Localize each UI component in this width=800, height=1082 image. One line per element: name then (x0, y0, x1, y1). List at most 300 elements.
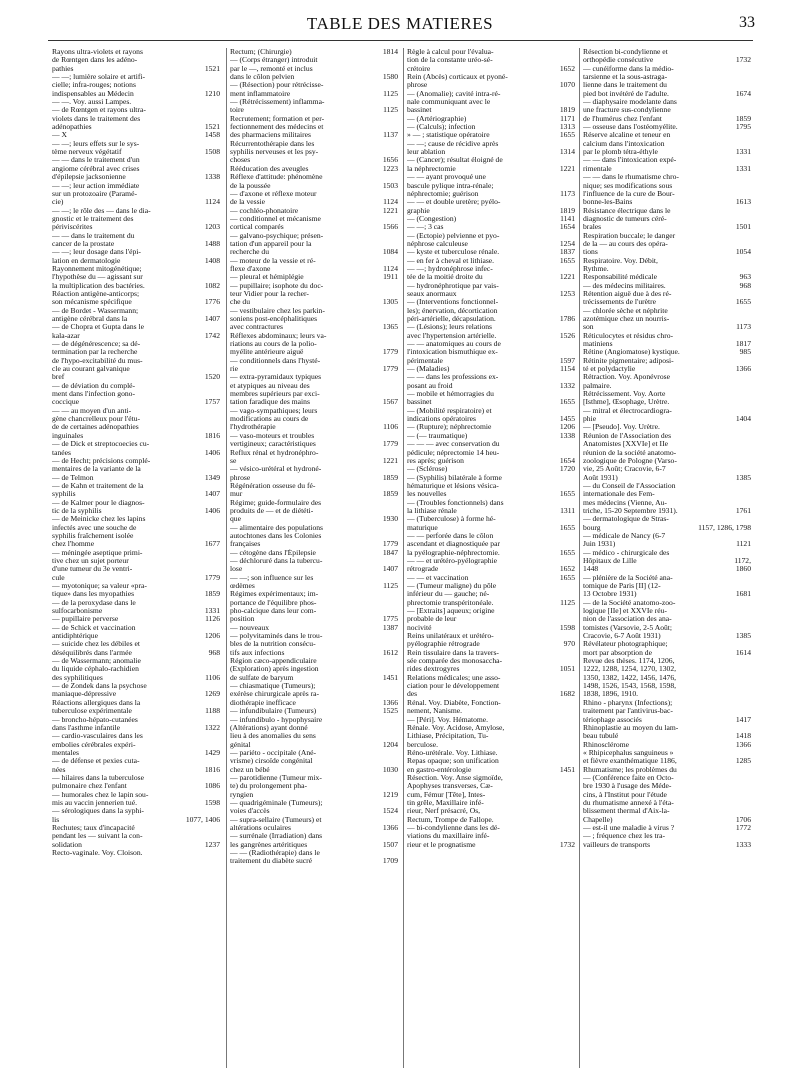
entry-text: ment inflammatoire (230, 89, 291, 98)
entry-page: 1331 (735, 147, 751, 157)
index-entry (230, 357, 398, 365)
entry-text: teur Vidier pour la recher- (230, 289, 309, 298)
entry-text: produits de — et de diététi- (230, 506, 314, 515)
index-entry (583, 440, 751, 448)
index-entry (52, 791, 220, 799)
entry-text: — conditionnel et mécanisme (230, 214, 321, 223)
entry-text: membres supérieurs par exci- (230, 390, 320, 399)
index-entry (407, 440, 575, 448)
entry-text: Rétraction. Voy. Aponévrose (583, 373, 670, 382)
index-entry (52, 81, 220, 89)
entry-text: pendant les — suivant la con- (52, 832, 143, 841)
index-entry (583, 140, 751, 148)
entry-text: tifs aux infections (230, 648, 285, 657)
index-entry (583, 707, 751, 715)
entry-text: de l'humérus chez l'enfant (583, 114, 662, 123)
entry-text: te) du prolongement pha- (230, 782, 307, 791)
entry-text: — pleural et hémiplégie (230, 273, 304, 282)
index-entry (583, 632, 751, 640)
entry-page: 1837 (559, 247, 575, 257)
entry-text: Résection bi-condylienne et (583, 48, 668, 56)
index-entry (407, 423, 575, 431)
index-entry (583, 407, 751, 415)
index-entry (230, 273, 398, 281)
entry-text: indispensables au Médecin (52, 89, 134, 98)
entry-text: diothérapie inefficace (230, 698, 296, 707)
entry-text: tuberculose expérimentale (52, 707, 132, 716)
entry-text: par le plomb tétra-éthyle (583, 148, 658, 157)
entry-text: Reflux rénal et hydronéphro- (230, 448, 319, 457)
entry-text: — déchloruré dans la tubercu- (230, 556, 323, 565)
entry-page: 1682 (559, 689, 575, 699)
entry-text: solidation (52, 840, 82, 849)
entry-text: adénopathies (52, 123, 92, 132)
entry-text: par le —, remonté et inclus (230, 64, 313, 73)
entry-text: internationale des Fem- (583, 490, 655, 499)
entry-text: zoologique de Pologne (Varso- (583, 456, 677, 465)
entry-page: 1086 (204, 781, 220, 791)
entry-text: déséquilibrés dans l'armée (52, 648, 132, 657)
index-entry (407, 732, 575, 740)
entry-text: syphilis (52, 490, 76, 499)
entry-page: 1338 (559, 430, 575, 440)
entry-page: 1681 (735, 589, 751, 599)
entry-text: gène chancrelleux pour l'étu- (52, 415, 141, 424)
index-entry (407, 240, 575, 248)
entry-text: portance de l'équilibre phos- (230, 598, 317, 607)
index-entry (407, 766, 575, 774)
entry-page: 1406 (204, 505, 220, 515)
entry-page: 1612 (382, 647, 398, 657)
entry-text: exérèse chirurgicale après ra- (230, 690, 320, 699)
index-entry (52, 690, 220, 698)
index-entry (407, 365, 575, 373)
entry-text: maniaque-dépressive (52, 690, 117, 699)
index-entry (52, 432, 220, 440)
index-entry (230, 474, 398, 482)
index-entry (407, 716, 575, 724)
index-column-1 (52, 48, 220, 857)
index-column-4 (583, 48, 751, 849)
entry-text: des (407, 690, 418, 699)
entry-text: viations du maxillaire infé- (407, 832, 490, 841)
entry-text: — polyvitaminés dans le trou- (230, 632, 323, 641)
index-entry (52, 615, 220, 623)
entry-text: seaux anormaux (407, 289, 457, 298)
index-entry (52, 524, 220, 532)
entry-text: triche, 15-20 Septembre 1931). (583, 506, 678, 515)
entry-page: 1124 (383, 263, 398, 273)
entry-text: 1838, 1896, 1910. (583, 690, 639, 699)
entry-text: de sulfate de baryum (230, 673, 294, 682)
index-entry (407, 807, 575, 815)
index-entry (407, 682, 575, 690)
entry-text: Révélateur photographique; (583, 640, 668, 649)
index-entry (230, 732, 398, 740)
index-entry (583, 582, 751, 590)
index-entry (52, 190, 220, 198)
entry-text: — (Mobilité respiratoire) et (407, 406, 492, 415)
index-entry (407, 841, 575, 849)
index-entry (407, 232, 575, 240)
index-entry (230, 298, 398, 306)
entry-text: des pharmaciens militaires (230, 131, 311, 140)
entry-text: — ; fréquence chez les tra- (583, 832, 666, 841)
entry-text: termination par la recherche (52, 348, 138, 357)
entry-text: recherche du (230, 248, 269, 257)
index-entry (407, 398, 575, 406)
entry-text: — vaso-moteurs et troubles (230, 431, 315, 440)
entry-text: voies d'accès (230, 807, 270, 816)
entry-text: myélite antérieure aiguë (230, 348, 304, 357)
index-entry (407, 215, 575, 223)
entry-text: — chiasmatique (Tumeurs); (230, 682, 316, 691)
entry-page: 1206 (559, 422, 575, 432)
entry-page: 1819 (559, 105, 575, 115)
index-entry (407, 298, 575, 306)
entry-text: d'épilepsie jacksonienne (52, 173, 126, 182)
index-entry (230, 440, 398, 448)
entry-page: 1597 (559, 355, 575, 365)
index-entry (407, 657, 575, 665)
entry-text: flexe d'axone (230, 264, 271, 273)
index-entry (230, 607, 398, 615)
entry-text: 13 Octobre 1931) (583, 590, 637, 599)
index-entry (52, 173, 220, 181)
entry-text: Réaction antigène-anticorps; (52, 289, 140, 298)
entry-text: — médico - chirurgicale des (583, 548, 670, 557)
column-divider (403, 48, 404, 1068)
entry-page: 1124 (383, 197, 398, 207)
index-entry (583, 282, 751, 290)
entry-text: l'influence de la cure de Bour- (583, 189, 675, 198)
index-entry (52, 474, 220, 482)
index-entry (230, 774, 398, 782)
entry-text: son (583, 323, 594, 332)
index-entry (52, 732, 220, 740)
entry-text: Juin 1931) (583, 540, 616, 549)
entry-text: modifications au cours de (230, 415, 309, 424)
index-entry (583, 724, 751, 732)
entry-text: ascendant et diagnostiquée par (407, 540, 500, 549)
index-entry (407, 148, 575, 156)
index-entry (583, 373, 751, 381)
entry-page: 1521 (204, 122, 220, 132)
entry-text: sée comparée des monosaccha- (407, 657, 503, 666)
index-entry (583, 298, 751, 306)
index-entry (230, 682, 398, 690)
entry-text: phrose (407, 81, 428, 90)
entry-text: Rhumatisme; les problèmes du (583, 765, 677, 774)
entry-text: — (Artériographie) (407, 114, 467, 123)
entry-text: — de dégénérescence; sa dé- (52, 340, 141, 349)
index-entry (230, 507, 398, 515)
entry-text: Repas opaque; son unification (407, 757, 499, 766)
index-entry (407, 699, 575, 707)
entry-text: vertigineux; caractéristiques (230, 440, 316, 449)
entry-text: — surrénale (Irradiation) dans (230, 832, 323, 841)
entry-text: — pupillaire; isophote du doc- (230, 281, 324, 290)
entry-text: Rein (Abcès) corticaux et pyoné- (407, 73, 508, 82)
entry-page: 1332 (559, 380, 575, 390)
index-entry (230, 749, 398, 757)
index-entry (583, 315, 751, 323)
entry-page: 1333 (735, 839, 751, 849)
index-entry (52, 674, 220, 682)
column-divider (579, 48, 580, 1068)
index-entry (407, 307, 575, 315)
entry-page: 1210 (204, 88, 220, 98)
index-entry (583, 799, 751, 807)
index-entry (230, 315, 398, 323)
index-entry (407, 824, 575, 832)
entry-text: Reins unilatéraux et urétéro- (407, 632, 494, 641)
entry-page: 1526 (559, 330, 575, 340)
entry-text: que (230, 515, 241, 524)
entry-text: brales (583, 223, 602, 232)
entry-page: 1106 (205, 672, 220, 682)
index-entry (52, 699, 220, 707)
entry-text: — (Cancer); résultat éloigné de (407, 156, 503, 165)
index-entry (583, 649, 751, 657)
entry-text: — broncho-hépato-cutanées (52, 715, 138, 724)
entry-text: Rein tissulaire dans la travers- (407, 648, 499, 657)
entry-text: — kyste et tuberculose rénale. (407, 248, 500, 257)
index-entry (52, 273, 220, 281)
entry-page: 1054 (735, 247, 751, 257)
entry-page: 1847 (382, 547, 398, 557)
entry-page: 1860 (735, 564, 751, 574)
index-entry (52, 465, 220, 473)
entry-text: dans le côlon pelvien (230, 73, 295, 82)
index-entry (230, 131, 398, 139)
index-entry (52, 156, 220, 164)
entry-text: hématurique et lésions vésica- (407, 481, 499, 490)
index-entry (230, 115, 398, 123)
index-entry (583, 640, 751, 648)
index-entry (230, 791, 398, 799)
index-entry (583, 65, 751, 73)
entry-page: 1141 (560, 213, 575, 223)
entry-page: 1521 (204, 63, 220, 73)
index-entry (230, 140, 398, 148)
index-entry (52, 849, 220, 857)
entry-text: choses (230, 156, 251, 165)
index-entry (407, 106, 575, 114)
entry-page: 1654 (559, 455, 575, 465)
entry-text: l'intoxication bismuthique ex- (407, 348, 498, 357)
entry-text: blissement thermal d'Aix-la- (583, 807, 670, 816)
entry-text: gnostic et le traitement des (52, 214, 134, 223)
entry-page: 1732 (559, 839, 575, 849)
index-entry (407, 190, 575, 198)
entry-text: — bi-condylienne dans les dé- (407, 823, 500, 832)
index-entry (52, 373, 220, 381)
index-entry (583, 98, 751, 106)
entry-text: — (Résection) pour rétrécisse- (230, 81, 324, 90)
index-entry (407, 182, 575, 190)
index-entry (583, 265, 751, 273)
entry-page: 1407 (382, 564, 398, 574)
entry-text: Réflexe d'attitude: phénomène (230, 173, 323, 182)
entry-text: françaises (230, 540, 261, 549)
entry-text: — — ayant provoqué une (407, 173, 486, 182)
index-entry (407, 582, 575, 590)
entry-text: Rythme. (583, 264, 609, 273)
index-entry (52, 657, 220, 665)
entry-page: 1221 (559, 163, 575, 173)
entry-text: — humorales chez le lapin sou- (52, 790, 149, 799)
index-entry (230, 407, 398, 415)
index-entry (230, 632, 398, 640)
index-entry (230, 841, 398, 849)
index-entry (230, 757, 398, 765)
entry-text: — — — avec conservation du (407, 440, 500, 449)
index-entry (230, 832, 398, 840)
entry-text: calcium dans l'intoxication (583, 139, 665, 148)
entry-text: — —; leur dosage dans l'épi- (52, 248, 141, 257)
index-entry (407, 65, 575, 73)
entry-page: 1221 (382, 205, 398, 215)
index-entry (407, 48, 575, 56)
index-entry (230, 173, 398, 181)
index-entry (407, 782, 575, 790)
entry-text: vie, 25 Août; Cracovie, 6-7 (583, 465, 666, 474)
entry-page: 1137 (383, 130, 398, 140)
index-entry (583, 148, 751, 156)
entry-text: pyélographie rétrograde (407, 640, 480, 649)
index-entry (230, 699, 398, 707)
entry-text: Réflexes abdominaux; leurs va- (230, 331, 327, 340)
entry-text: probable de leur (407, 615, 457, 624)
entry-text: cancer de la prostate (52, 239, 115, 248)
entry-text: nion de l'association des ana- (583, 615, 672, 624)
entry-text: génital (230, 740, 251, 749)
entry-text: Recrutement; formation et per- (230, 114, 325, 123)
entry-text: — — anatomiques au cours de (407, 340, 501, 349)
entry-text: l'hypothèse du — agissant sur (52, 273, 143, 282)
index-entry (230, 782, 398, 790)
index-entry (230, 257, 398, 265)
index-entry (230, 582, 398, 590)
index-entry (407, 415, 575, 423)
index-entry (407, 73, 575, 81)
index-entry (407, 749, 575, 757)
index-entry (230, 807, 398, 815)
entry-text: Rayons ultra-violets et rayons (52, 48, 143, 56)
entry-text: Réticulocytes et résidus chro- (583, 331, 674, 340)
index-entry (230, 615, 398, 623)
entry-page: 1406 (204, 447, 220, 457)
index-entry (52, 390, 220, 398)
index-entry (407, 357, 575, 365)
entry-text: de la poussée (230, 181, 271, 190)
entry-page: 1366 (735, 364, 751, 374)
entry-text: » — ; statistique opératoire (407, 131, 490, 140)
entry-text: — hydronéphrotique par vais- (407, 281, 499, 290)
entry-text: cum, Fémur [Tête], Intes- (407, 790, 486, 799)
entry-text: pied bot invétéré de l'adulte. (583, 89, 669, 98)
entry-page: 1598 (204, 797, 220, 807)
entry-text: d'une tumeur du 3e ventri- (52, 565, 133, 574)
index-entry (407, 724, 575, 732)
entry-page: 970 (563, 639, 575, 649)
entry-page: 1706 (735, 814, 751, 824)
index-entry (230, 165, 398, 173)
entry-text: — (Calculs); infection (407, 123, 476, 132)
entry-text: Région cæco-appendiculaire (230, 657, 317, 666)
entry-text: Lithiase, Précipitation, Tu- (407, 732, 489, 741)
entry-text: trécissements de l'urètre (583, 298, 657, 307)
index-entry (52, 90, 220, 98)
index-entry (52, 248, 220, 256)
entry-text: pho-calcique dans leur com- (230, 607, 317, 616)
index-entry (52, 265, 220, 273)
index-entry (407, 457, 575, 465)
entry-text: Anatomistes [XXVIe] et IIe (583, 440, 668, 449)
entry-page: 1385 (735, 631, 751, 641)
index-entry (407, 565, 575, 573)
entry-text: angiome cérébral avec crises (52, 164, 140, 173)
index-entry (230, 282, 398, 290)
entry-text: — (Syphilis) bilatérale à forme (407, 473, 502, 482)
entry-text: toire (230, 106, 244, 115)
index-entry (230, 223, 398, 231)
entry-text: Régime; guide-formulaire des (230, 498, 322, 507)
index-entry (583, 690, 751, 698)
entry-page: 1779 (382, 539, 398, 549)
index-entry (407, 640, 575, 648)
entry-text: Hôpitaux de Lille (583, 556, 637, 565)
entry-page: 1677 (204, 539, 220, 549)
entry-text: — cétogène dans l'Épilepsie (230, 548, 316, 557)
index-entry (407, 315, 575, 323)
index-entry (52, 65, 220, 73)
index-entry (407, 265, 575, 273)
index-entry (583, 657, 751, 665)
entry-page: 1125 (383, 105, 398, 115)
entry-text: — de Rœntgen et rayons ultra- (52, 106, 146, 115)
entry-text: — dermatologique de Stras- (583, 515, 669, 524)
entry-page: 1366 (735, 739, 751, 749)
entry-text: — conditionnels dans l'hysté- (230, 356, 321, 365)
index-entry (52, 632, 220, 640)
entry-text: — mobile et hémorragies du (407, 390, 494, 399)
entry-text: tée de la moitié droite du (407, 273, 483, 282)
index-entry (230, 716, 398, 724)
index-entry (52, 257, 220, 265)
entry-page: 1407 (204, 489, 220, 499)
entry-text: — (Sclérose) (407, 465, 448, 474)
index-entry (407, 499, 575, 507)
entry-text: — [Péri]. Voy. Hématome. (407, 715, 489, 724)
entry-page: 1385 (735, 472, 751, 482)
entry-text: logique [IIe] et XXVIe réu- (583, 607, 667, 616)
entry-text: Rechutes; taux d'incapacité (52, 823, 135, 832)
entry-text: res après; guérison (407, 456, 464, 465)
entry-text: une fracture sus-condylienne (583, 106, 671, 115)
entry-page: 1418 (735, 731, 751, 741)
index-entry (52, 182, 220, 190)
entry-text: pulmonaire chez l'enfant (52, 782, 127, 791)
index-entry (230, 290, 398, 298)
index-entry (583, 223, 751, 231)
index-entry (230, 657, 398, 665)
entry-text: Règle à calcul pour l'évalua- (407, 48, 494, 56)
index-entry (230, 307, 398, 315)
entry-text: mes médecins (Vienne, Au- (583, 498, 667, 507)
index-entry (230, 449, 398, 457)
